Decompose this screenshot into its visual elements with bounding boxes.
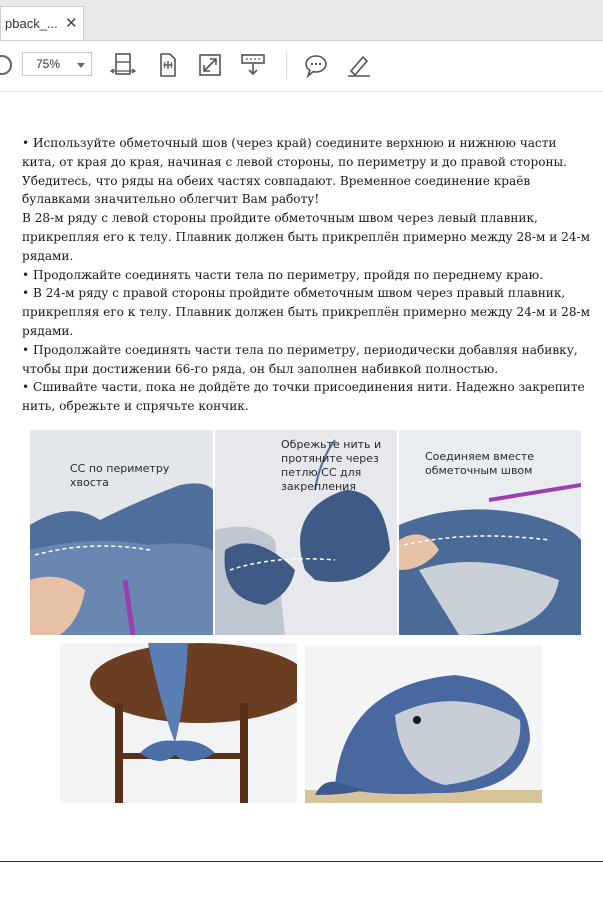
- highlight-pen-icon[interactable]: [346, 52, 372, 78]
- page-nav-icon[interactable]: [0, 55, 12, 75]
- fit-width-icon[interactable]: [110, 52, 136, 78]
- photo-finished-whale: [305, 645, 542, 803]
- photo-caption: Обрежьте нить и протяните через петлю СС для закрепления: [281, 438, 382, 493]
- toolbar-divider: [286, 53, 287, 79]
- tab-title: pback_...: [5, 16, 58, 31]
- photo-whipstitch: [399, 430, 581, 635]
- paragraph: • Продолжайте соединять части тела по периметру, периодически добавляя набивку, чтобы при достижении 66-го ряда, он был заполнен набивкой полностью.: [22, 342, 578, 376]
- paragraph: • Продолжайте соединять части тела по периметру, пройдя по переднему краю.: [22, 267, 544, 282]
- toolbar: [0, 41, 603, 92]
- photo-whale-tail-on-stool: [60, 643, 297, 803]
- fullscreen-icon[interactable]: [197, 52, 223, 78]
- tab-bar: [0, 0, 603, 41]
- paragraph: • Сшивайте части, пока не дойдёте до точки присоединения нити. Надежно закрепите нить, обрежьте и спрячьте кончик.: [22, 380, 585, 414]
- photo-caption: Соединяем вместе обметочным швом: [425, 450, 535, 477]
- zoom-select[interactable]: [22, 52, 92, 76]
- document-text: [22, 134, 592, 416]
- photo-tail-stitching: [30, 430, 213, 635]
- paragraph: • В 24-м ряду с правой стороны пройдите обметочным швом через правый плавник, прикрепляя его к телу. Плавник должен быть прикреплён примерно между 24-м и 28-м рядами.: [22, 286, 591, 338]
- zoom-value: 75%: [36, 57, 61, 71]
- rotate-page-icon[interactable]: [154, 52, 180, 78]
- paragraph: • Используйте обметочный шов (через край) соедините верхнюю и нижнюю части кита, от края до края, начиная с левой стороны, по периметру и до правой стороны. Убедитесь, что ряды на обеих частях совпадают. Временное соединение краёв булавками значительно облегчит Вам работу!: [22, 136, 568, 207]
- comment-icon[interactable]: [303, 52, 329, 78]
- photo-caption: СС по периметру хвоста: [70, 462, 170, 489]
- document-tab[interactable]: [0, 6, 84, 40]
- paragraph: В 28-м ряду с левой стороны пройдите обметочным швом через левый плавник, прикрепляя его к телу. Плавник должен быть прикреплён примерно между 28-м и 24-м рядами.: [22, 211, 591, 263]
- chevron-down-icon: [77, 63, 85, 68]
- page-divider: [0, 861, 603, 862]
- close-icon[interactable]: ✕: [65, 15, 78, 32]
- read-mode-icon[interactable]: [240, 52, 266, 78]
- photo-cut-thread: [215, 430, 397, 635]
